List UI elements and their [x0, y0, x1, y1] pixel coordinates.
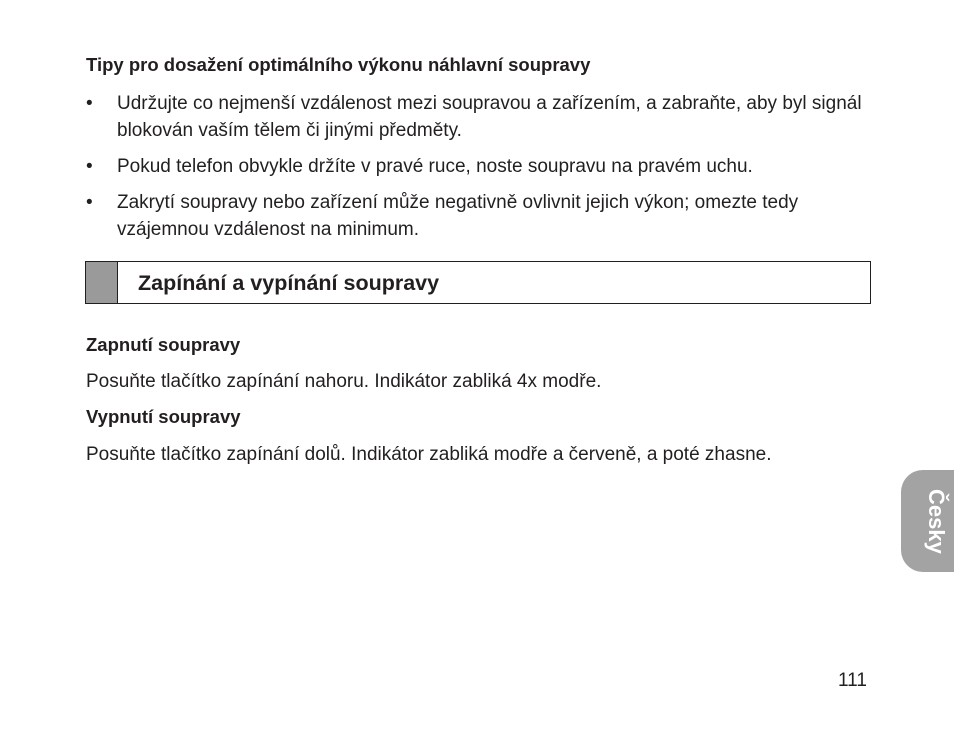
bullet-icon: •	[86, 93, 93, 114]
list-item-text: Pokud telefon obvykle držíte v pravé ruce, noste soupravu na pravém uchu.	[117, 156, 753, 177]
power-off-text: Posuňte tlačítko zapínání dolů. Indikátor zabliká modře a červeně, a poté zhasne.	[86, 444, 772, 465]
list-item	[86, 189, 876, 243]
power-on-heading: Zapnutí soupravy	[86, 334, 241, 355]
section-marker	[86, 262, 118, 303]
section-title-bar	[85, 261, 871, 304]
section-title: Zapínání a vypínání soupravy	[138, 271, 440, 295]
list-item	[86, 153, 876, 180]
list-item-text: Zakrytí soupravy nebo zařízení může negativně ovlivnit jejich výkon; omezte tedy vzájemnou vzdálenost na minimum.	[117, 192, 799, 240]
bullet-icon: •	[86, 192, 93, 213]
tips-heading: Tipy pro dosažení optimálního výkonu náhlavní soupravy	[86, 54, 591, 75]
tips-list	[86, 90, 876, 252]
bullet-icon: •	[86, 156, 93, 177]
language-tab-label: Česky	[924, 488, 949, 554]
list-item	[86, 90, 876, 144]
page-number: 111	[838, 670, 867, 691]
power-off-heading: Vypnutí soupravy	[86, 406, 241, 427]
power-on-text: Posuňte tlačítko zapínání nahoru. Indikátor zabliká 4x modře.	[86, 371, 602, 392]
language-tab	[901, 470, 954, 572]
list-item-text: Udržujte co nejmenší vzdálenost mezi soupravou a zařízením, a zabraňte, aby byl signál blokován vaším tělem či jinými předměty.	[117, 93, 862, 141]
